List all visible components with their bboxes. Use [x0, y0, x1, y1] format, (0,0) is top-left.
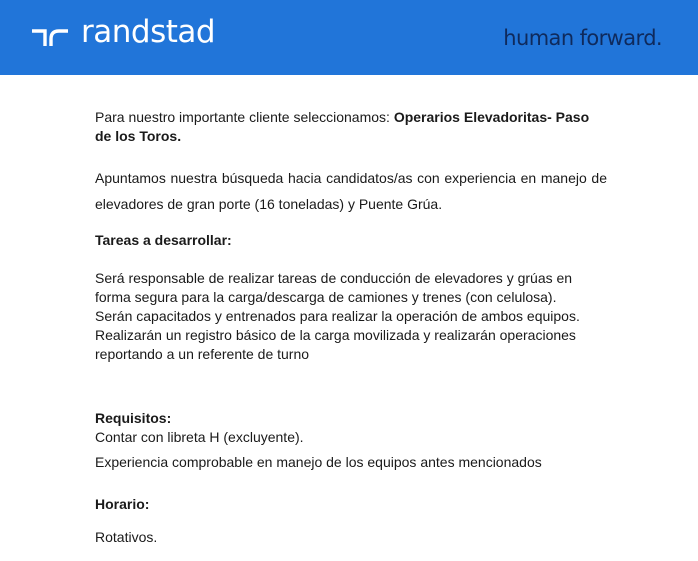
schedule-value: Rotativos. [95, 529, 158, 545]
requirement-item: Contar con libreta H (excluyente). [95, 429, 304, 445]
profile-paragraph: Apuntamos nuestra búsqueda hacia candidatos/as con experiencia en manejo de elevadores de gran porte (16 toneladas) y Puente Grúa. [95, 170, 607, 212]
job-posting [95, 108, 607, 547]
brand-name: randstad [81, 14, 216, 50]
intro-paragraph [95, 108, 607, 146]
intro-prefix: Para nuestro importante cliente seleccionamos: [95, 109, 394, 125]
schedule-heading: Horario: [95, 496, 150, 512]
job-title: Operarios Elevadoritas- Paso de los Toros. [95, 109, 590, 144]
randstad-logo-icon [31, 25, 69, 47]
task-line: Realizarán un registro básico de la carga movilizada y realizarán operaciones reportando a un referente de turno [95, 327, 576, 362]
requirement-item: Experiencia comprobable en manejo de los equipos antes mencionados [95, 454, 542, 470]
task-line: Será responsable de realizar tareas de conducción de elevadores y grúas en forma segura para la carga/descarga de camiones y trenes (con celulosa). [95, 270, 573, 305]
requirements-heading: Requisitos: [95, 410, 172, 426]
brand-tagline: human forward. [503, 26, 662, 50]
tasks-heading: Tareas a desarrollar: [95, 232, 232, 248]
header-bar [0, 0, 698, 75]
tasks-list [95, 269, 607, 364]
task-line: Serán capacitados y entrenados para realizar la operación de ambos equipos. [95, 308, 580, 324]
brand-logo [31, 14, 215, 50]
